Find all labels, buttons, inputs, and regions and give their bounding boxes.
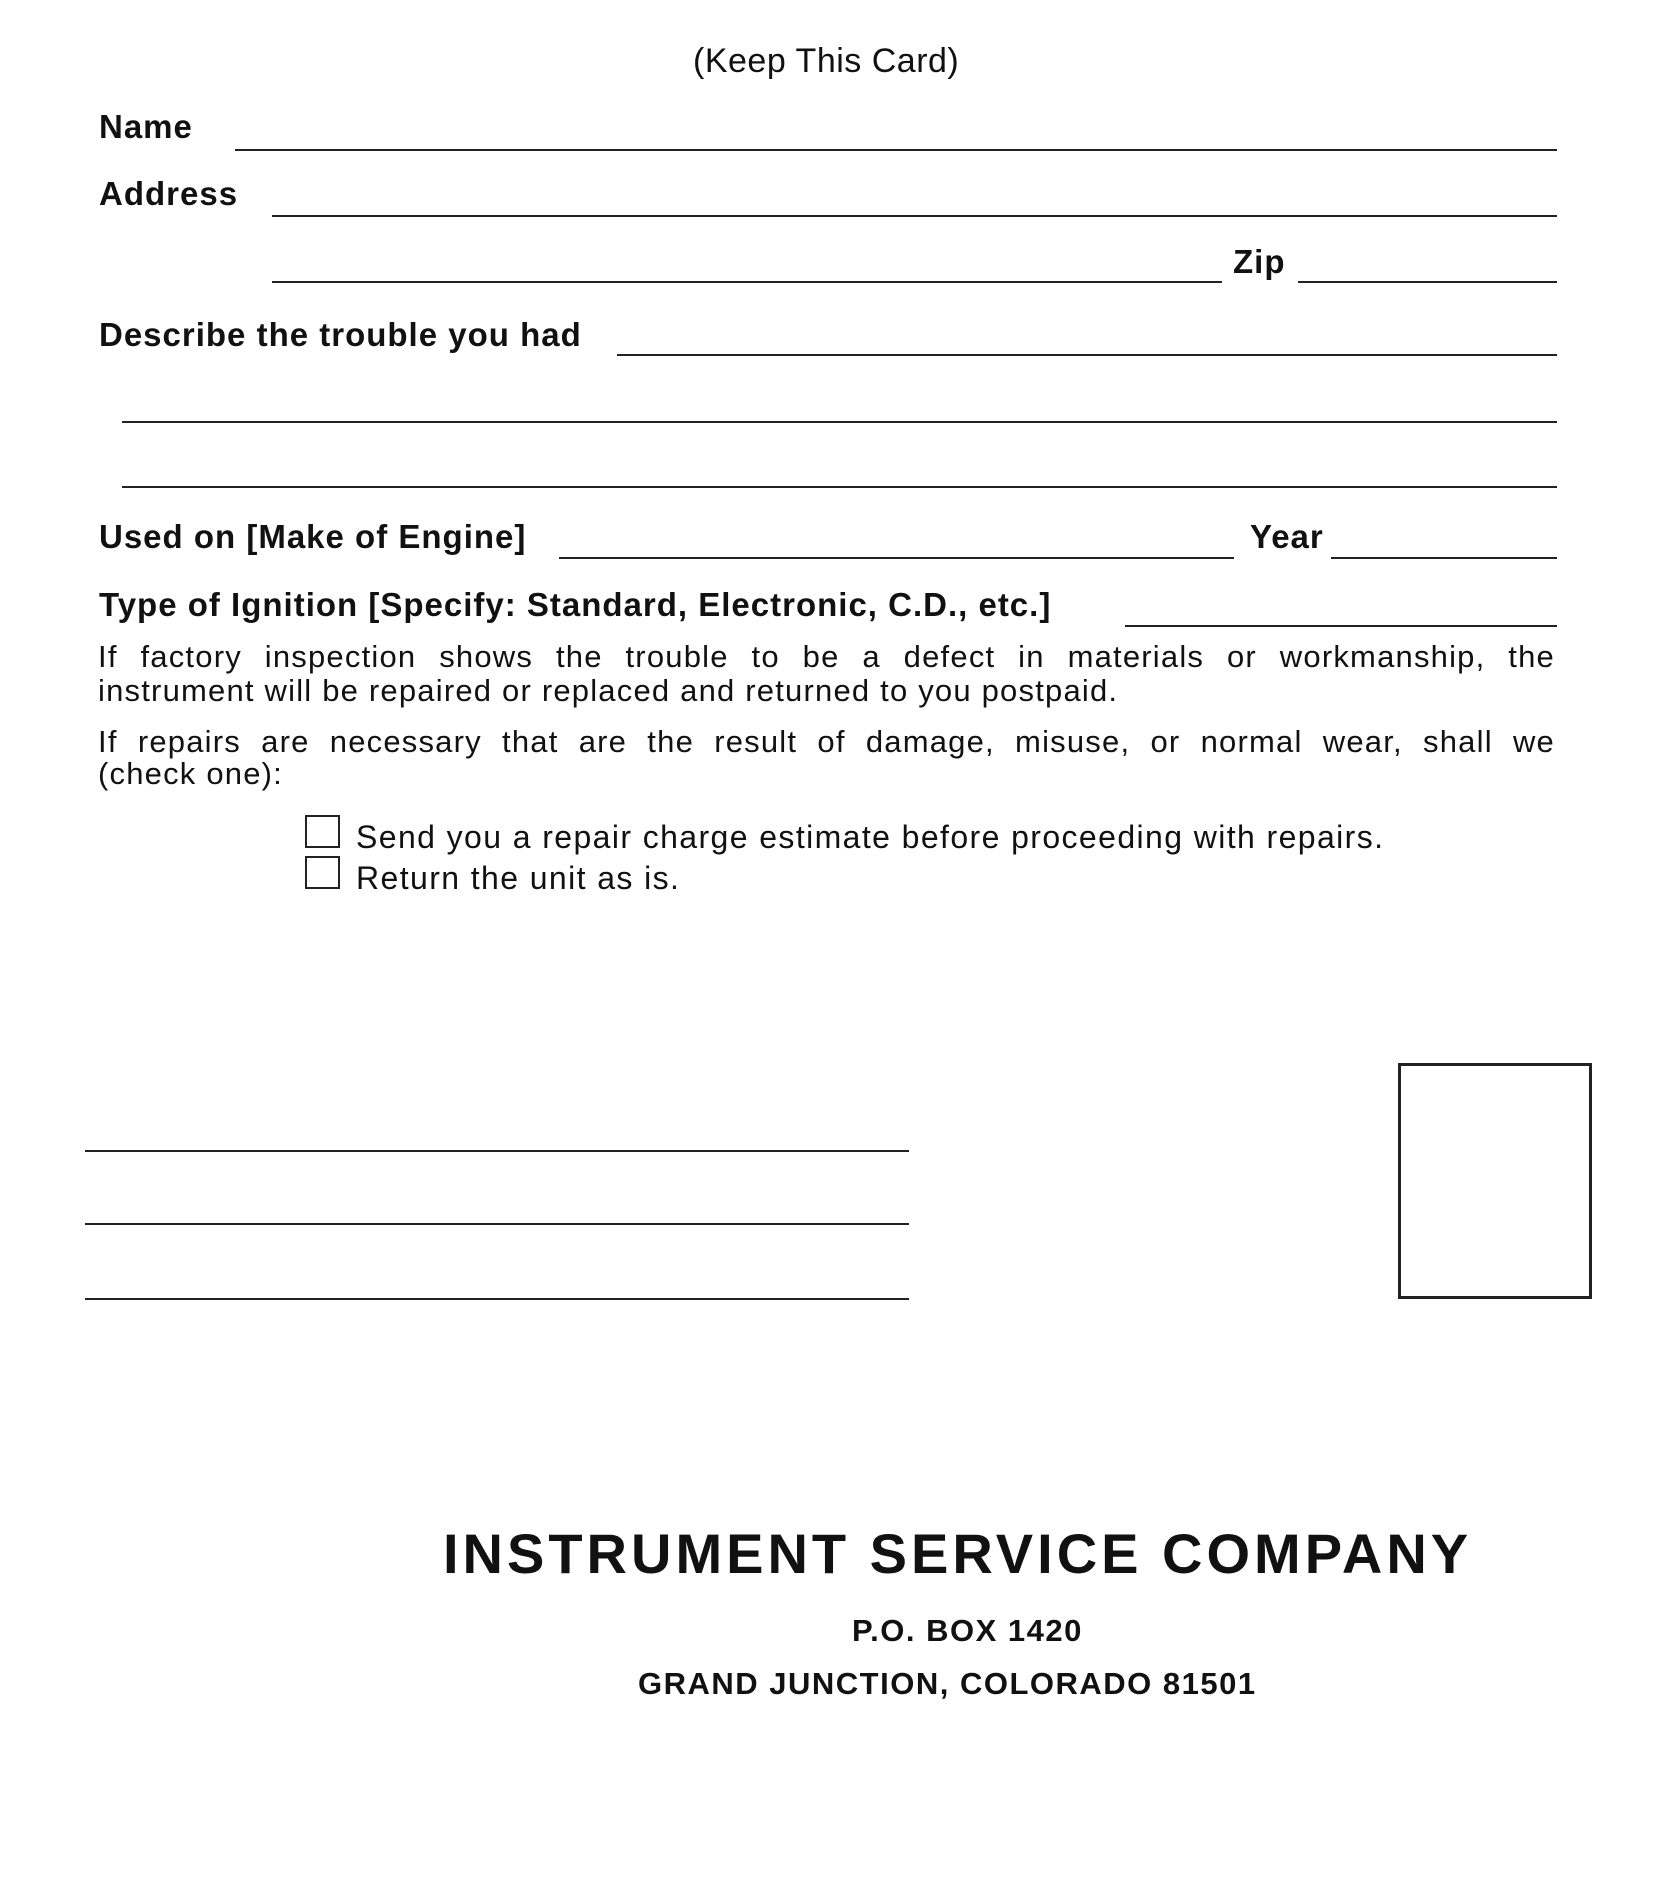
- trouble-field-line-3[interactable]: [122, 486, 1557, 488]
- trouble-label: Describe the trouble you had: [99, 316, 582, 353]
- return-option-label: Return the unit as is.: [356, 860, 681, 896]
- year-field-line[interactable]: [1331, 557, 1557, 559]
- zip-label: Zip: [1233, 243, 1286, 280]
- return-address-line-2[interactable]: [85, 1223, 909, 1225]
- zip-field-line[interactable]: [1298, 281, 1557, 283]
- city-state-zip: GRAND JUNCTION, COLORADO 81501: [638, 1666, 1257, 1701]
- trouble-field-line-1[interactable]: [617, 354, 1557, 356]
- repairs-line-2: (check one):: [98, 756, 283, 791]
- return-as-is-checkbox[interactable]: [305, 856, 340, 889]
- name-field-line[interactable]: [235, 149, 1557, 151]
- po-box: P.O. BOX 1420: [852, 1613, 1083, 1648]
- year-label: Year: [1250, 518, 1324, 555]
- stamp-box: [1398, 1063, 1592, 1299]
- estimate-option-label: Send you a repair charge estimate before proceeding with repairs.: [356, 819, 1385, 855]
- address-label: Address: [99, 175, 239, 212]
- repairs-line-1: If repairs are necessary that are the result of damage, misuse, or normal wear, shall we: [98, 724, 1555, 759]
- name-label: Name: [99, 108, 193, 145]
- ignition-label: Type of Ignition [Specify: Standard, Electronic, C.D., etc.]: [99, 586, 1052, 623]
- card-title: (Keep This Card): [693, 42, 960, 80]
- address-field-line-2[interactable]: [272, 281, 1222, 283]
- return-address-line-1[interactable]: [85, 1150, 909, 1152]
- warranty-line-1: If factory inspection shows the trouble to be a defect in materials or workmanship, the: [98, 639, 1555, 674]
- return-address-line-3[interactable]: [85, 1298, 909, 1300]
- engine-label: Used on [Make of Engine]: [99, 518, 527, 555]
- warranty-line-2: instrument will be repaired or replaced and returned to you postpaid.: [98, 673, 1119, 708]
- company-name: INSTRUMENT SERVICE COMPANY: [443, 1522, 1473, 1585]
- trouble-field-line-2[interactable]: [122, 421, 1557, 423]
- address-field-line-1[interactable]: [272, 215, 1557, 217]
- estimate-checkbox[interactable]: [305, 815, 340, 848]
- ignition-field-line[interactable]: [1125, 625, 1557, 627]
- engine-field-line[interactable]: [559, 557, 1234, 559]
